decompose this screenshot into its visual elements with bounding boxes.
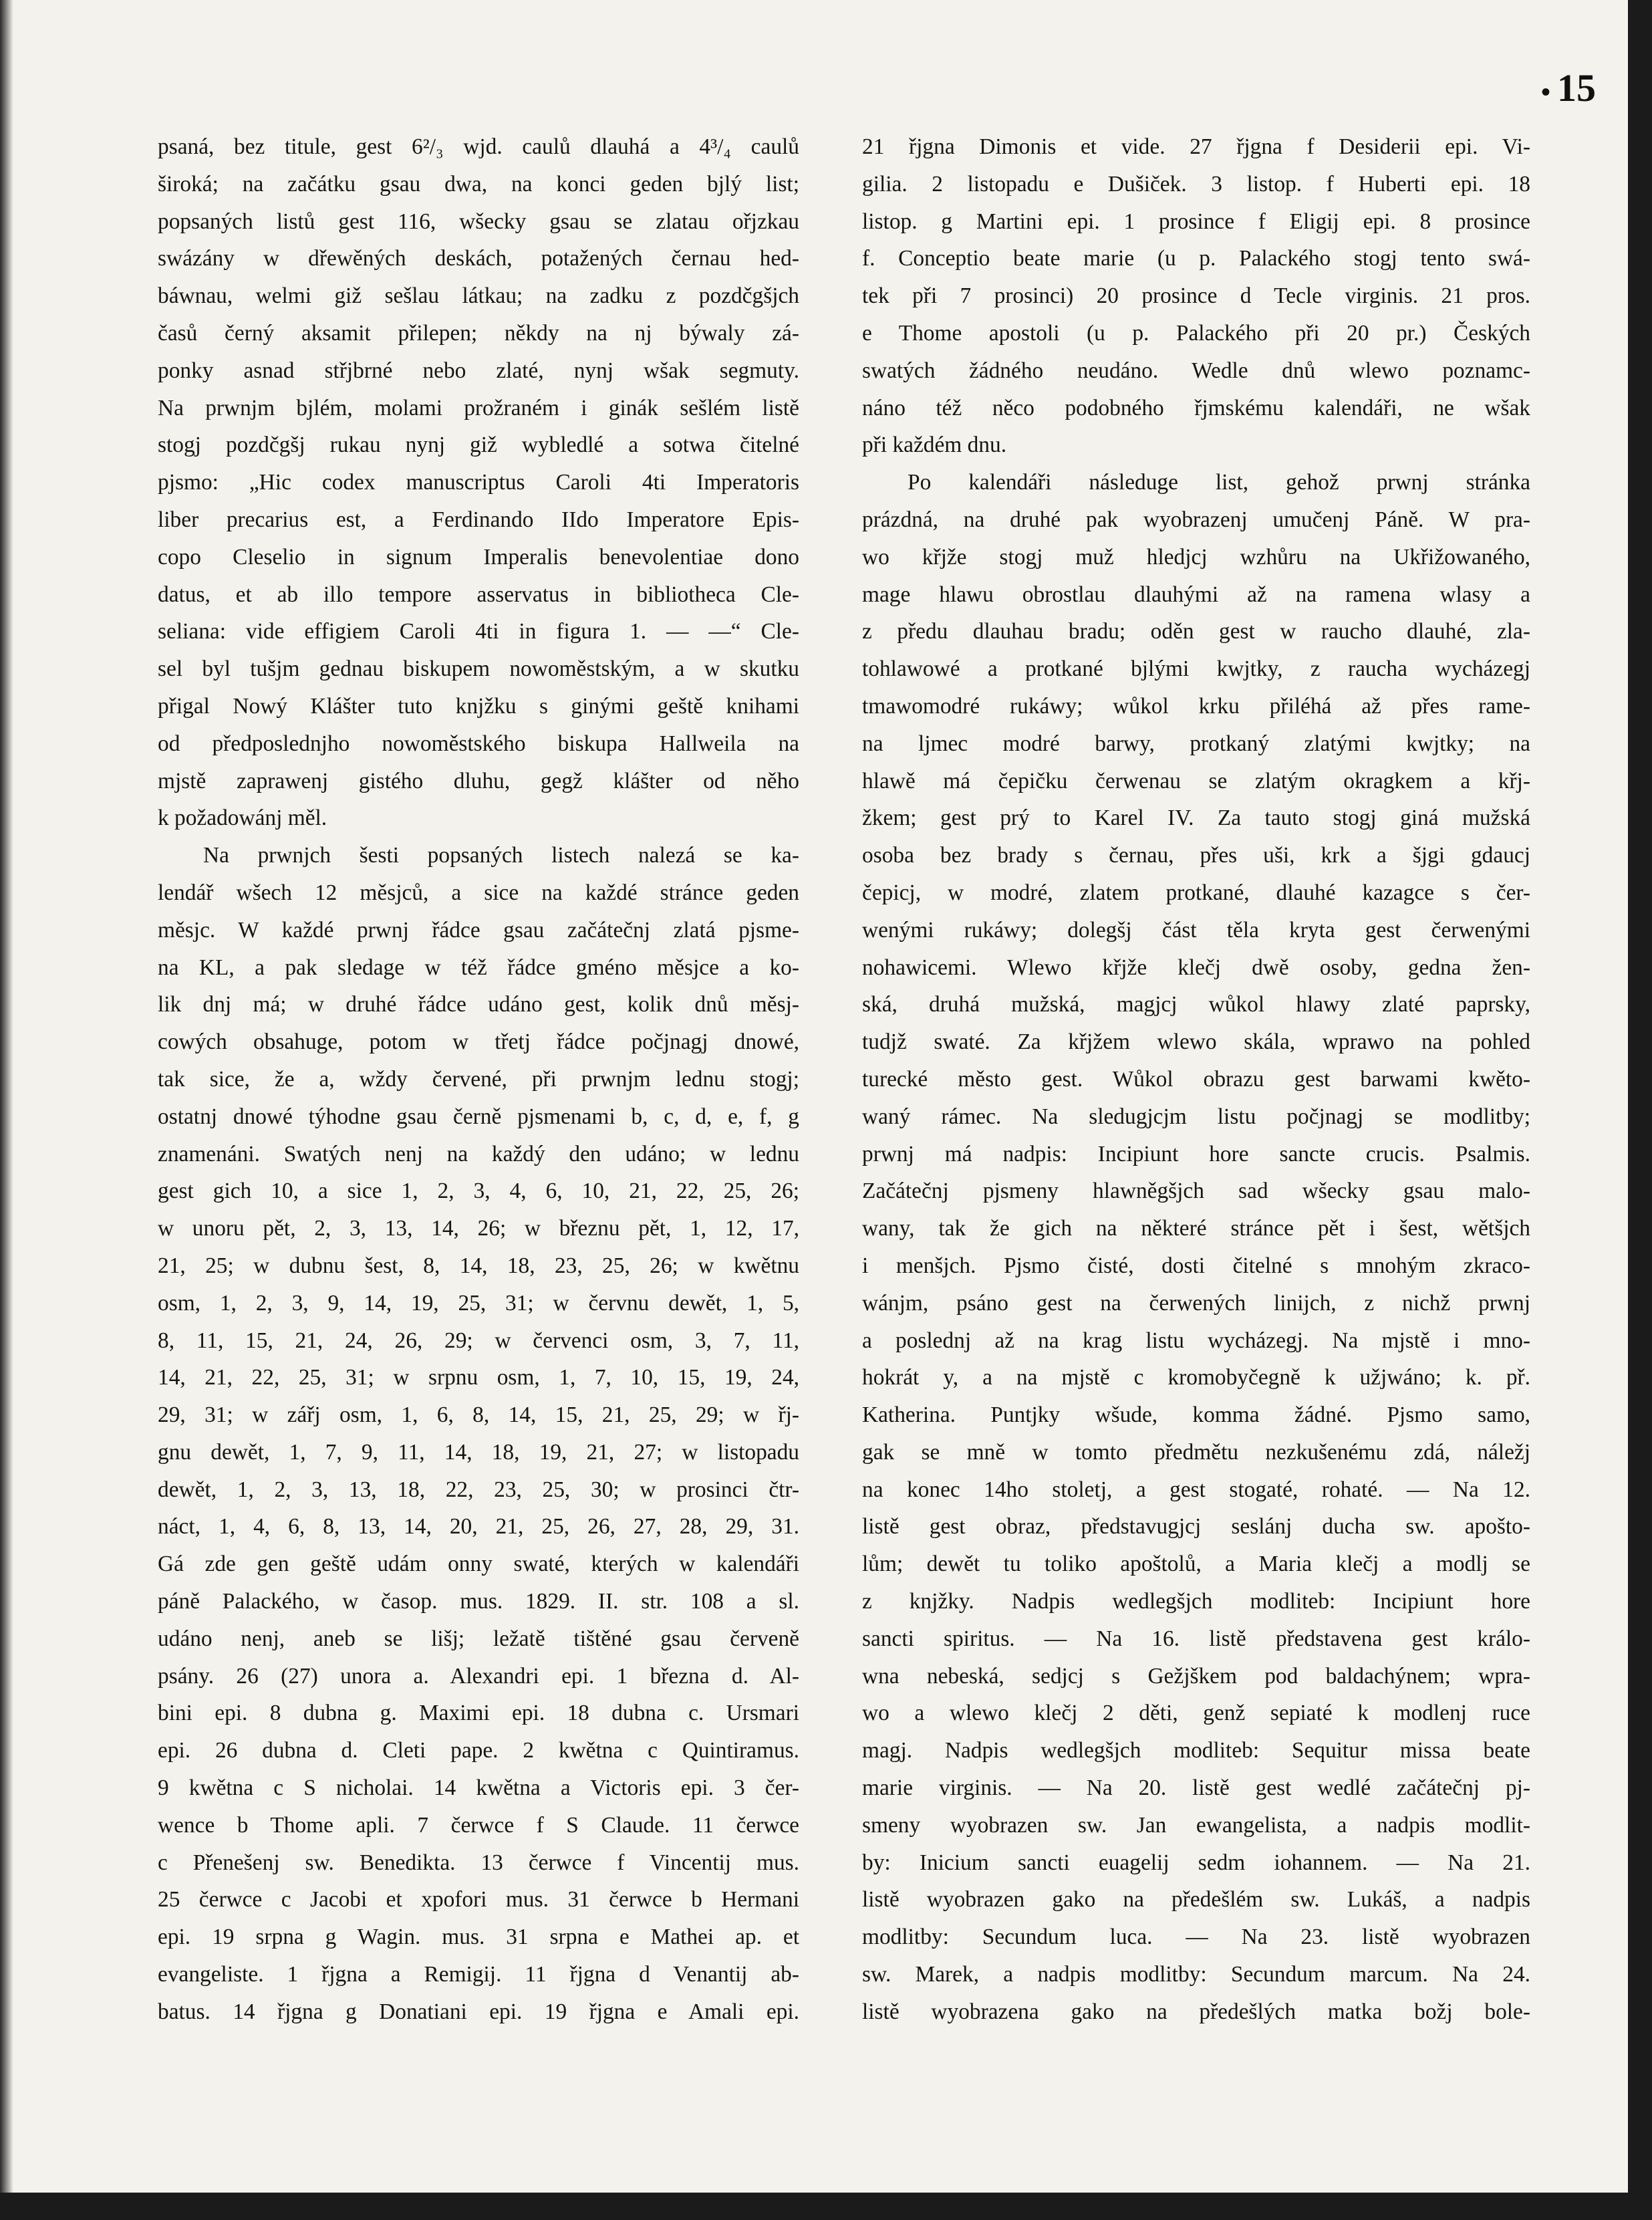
- text-line: nohawicemi. Wlewo křjže klečj dwě osoby, gedna žen-: [862, 955, 1530, 980]
- text-line: sw. Marek, a nadpis modlitby: Secundum marcum. Na 24.: [862, 1962, 1530, 1987]
- text-line: tudjž swaté. Za křjžem wlewo skála, wprawo na pohled: [862, 1029, 1530, 1055]
- text-line: cowých obsahuge, potom w třetj řádce počjnagj dnowé,: [158, 1029, 799, 1055]
- text-line: 8, 11, 15, 21, 24, 26, 29; w červenci osm, 3, 7, 11,: [158, 1328, 799, 1353]
- text-line: modlitby: Secundum luca. — Na 23. listě wyobrazen: [862, 1925, 1530, 1950]
- text-line: na ljmec modré barwy, protkaný zlatými kwjtky; na: [862, 731, 1530, 756]
- text-line: swatých žádného neudáno. Wedle dnů wlewo poznamc-: [862, 358, 1530, 383]
- text-line: sancti spiritus. — Na 16. listě představena gest králo-: [862, 1626, 1530, 1651]
- text-line: marie virginis. — Na 20. listě gest wedlé začátečnj pj-: [862, 1775, 1530, 1801]
- text-line: mjstě zaprawenj gistého dluhu, gegž klášter od něho: [158, 768, 799, 793]
- text-line: prázdná, na druhé pak wyobrazenj umučenj Páně. W pra-: [862, 507, 1530, 532]
- text-line: epi. 26 dubna d. Cleti pape. 2 kwětna c Quintiramus.: [158, 1738, 799, 1763]
- text-line: datus, et ab illo tempore asservatus in bibliotheca Cle-: [158, 582, 799, 607]
- text-line: listě wyobrazen gako na předešlém sw. Lukáš, a nadpis: [862, 1887, 1530, 1913]
- text-line: osm, 1, 2, 3, 9, 14, 19, 25, 31; w červnu dewět, 1, 5,: [158, 1290, 799, 1316]
- text-line: epi. 19 srpna g Wagin. mus. 31 srpna e Mathei ap. et: [158, 1925, 799, 1950]
- text-line: listě wyobrazena gako na předešlých matka božj bole-: [862, 1999, 1530, 2024]
- text-line: bini epi. 8 dubna g. Maximi epi. 18 dubna c. Ursmari: [158, 1701, 799, 1726]
- text-line: hlawě má čepičku čerwenau se zlatým okragkem a křj-: [862, 768, 1530, 793]
- text-line: z předu dlauhau bradu; oděn gest w raucho dlauhé, zla-: [862, 619, 1530, 644]
- text-line: tak sice, že a, wždy červené, při prwnjm lednu stogj;: [158, 1066, 799, 1092]
- text-line: měsjc. W každé prwnj řádce gsau začátečnj zlatá pjsme-: [158, 917, 799, 943]
- text-line: 21, 25; w dubnu šest, 8, 14, 18, 23, 25, 26; w kwětnu: [158, 1253, 799, 1278]
- text-line: evangeliste. 1 řjgna a Remigij. 11 řjgna d Venantij ab-: [158, 1962, 799, 1987]
- text-line: 14, 21, 22, 25, 31; w srpnu osm, 1, 7, 10, 15, 19, 24,: [158, 1365, 799, 1390]
- text-line: wenými rukáwy; dolegšj část těla kryta gest čerwenými: [862, 917, 1530, 943]
- text-line: Po kalendáři následuge list, gehož prwnj stránka: [908, 470, 1530, 495]
- text-line: ponky asnad střjbrné nebo zlaté, nynj wšak segmuty.: [158, 358, 799, 383]
- text-line: magj. Nadpis wedlegšjch modliteb: Sequitur missa beate: [862, 1738, 1530, 1763]
- text-line: liber precarius est, a Ferdinando IIdo Imperatore Epis-: [158, 507, 799, 532]
- text-line: žkem; gest prý to Karel IV. Za tauto stogj giná mužská: [862, 806, 1530, 831]
- text-line: wo a wlewo klečj 2 děti, genž sepiaté k modlenj ruce: [862, 1701, 1530, 1726]
- text-line: w unoru pět, 2, 3, 13, 14, 26; w březnu pět, 1, 12, 17,: [158, 1216, 799, 1241]
- text-line: wany, tak že gich na některé stránce pět i šest, wětšjch: [862, 1216, 1530, 1241]
- text-line: tohlawowé a protkané bjlými kwjtky, z raucha wycházegj: [862, 656, 1530, 682]
- text-line: batus. 14 řjgna g Donatiani epi. 19 řjgna e Amali epi.: [158, 1999, 799, 2024]
- text-line: od předposlednjho nowoměstského biskupa Hallweila na: [158, 731, 799, 756]
- text-line: 25 čerwce c Jacobi et xpofori mus. 31 čerwce b Hermani: [158, 1887, 799, 1913]
- text-line: seliana: vide effigiem Caroli 4ti in figura 1. — —“ Cle-: [158, 619, 799, 644]
- text-line: a poslednj až na krag listu wycházegj. Na mjstě i mno-: [862, 1328, 1530, 1353]
- text-line: báwnau, welmi giž sešlau látkau; na zadku z pozdčgšjch: [158, 283, 799, 309]
- text-line: wna nebeská, sedjcj s Gežjškem pod baldachýnem; wpra-: [862, 1663, 1530, 1689]
- text-line: listop. g Martini epi. 1 prosince f Eligij epi. 8 prosince: [862, 209, 1530, 234]
- text-line: smeny wyobrazen sw. Jan ewangelista, a nadpis modlit-: [862, 1812, 1530, 1838]
- text-line: psány. 26 (27) unora a. Alexandri epi. 1 března d. Al-: [158, 1663, 799, 1689]
- text-line: čepicj, w modré, zlatem protkané, dlauhé kazagce s čer-: [862, 880, 1530, 905]
- text-line: e Thome apostoli (u p. Palackého při 20 pr.) Českých: [862, 320, 1530, 346]
- text-line: listě gest obraz, představugjcj seslánj ducha sw. apošto-: [862, 1514, 1530, 1539]
- left-text-column: [158, 128, 799, 2031]
- page-number-dot: •: [1540, 77, 1550, 107]
- text-line: znamenáni. Swatých nenj na každý den udáno; w lednu: [158, 1141, 799, 1166]
- text-line: wence b Thome apli. 7 čerwce f S Claude. 11 čerwce: [158, 1812, 799, 1838]
- text-line: k požadowánj měl.: [158, 806, 327, 831]
- text-line: časů černý aksamit přilepen; někdy na nj býwaly zá-: [158, 320, 799, 346]
- text-line: přigal Nowý Klášter tuto knjžku s ginými geště knihami: [158, 693, 799, 719]
- text-line: lendář wšech 12 měsjců, a sice na každé stránce geden: [158, 880, 799, 905]
- text-line: 21 řjgna Dimonis et vide. 27 řjgna f Desiderii epi. Vi-: [862, 134, 1530, 159]
- text-line: Začátečnj pjsmeny hlawněgšjch sad wšecky gsau malo-: [862, 1179, 1530, 1204]
- text-line: Katherina. Puntjky wšude, komma žádné. Pjsmo samo,: [862, 1402, 1530, 1428]
- text-line: páně Palackého, w časop. mus. 1829. II. str. 108 a sl.: [158, 1589, 799, 1614]
- text-line: gest gich 10, a sice 1, 2, 3, 4, 6, 10, 21, 22, 25, 26;: [158, 1179, 799, 1204]
- text-line: f. Conceptio beate marie (u p. Palackého stogj tento swá-: [862, 246, 1530, 271]
- text-line: stogj pozdčgšj rukau nynj giž wybledlé a sotwa čitelné: [158, 433, 799, 458]
- text-line: gak se mně w tomto předmětu nezkušenému zdá, náležj: [862, 1439, 1530, 1465]
- text-line: 29, 31; w zářj osm, 1, 6, 8, 14, 15, 21, 25, 29; w řj-: [158, 1402, 799, 1428]
- text-line: ostatnj dnowé týhodne gsau černě pjsmenami b, c, d, e, f, g: [158, 1104, 799, 1129]
- page-number: [1462, 66, 1596, 110]
- text-line: swázány w dřewěných deskách, potažených černau hed-: [158, 246, 799, 271]
- text-line: při každém dnu.: [862, 433, 1007, 458]
- text-line: náct, 1, 4, 6, 8, 13, 14, 20, 21, 25, 26, 27, 28, 29, 31.: [158, 1514, 799, 1539]
- text-line: dewět, 1, 2, 3, 13, 18, 22, 23, 25, 30; w prosinci čtr-: [158, 1477, 799, 1502]
- text-line: c Přenešenj sw. Benedikta. 13 čerwce f Vincentij mus.: [158, 1850, 799, 1875]
- text-line: prwnj má nadpis: Incipiunt hore sancte crucis. Psalmis.: [862, 1141, 1530, 1166]
- text-line: wánjm, psáno gest na čerwených linijch, z nichž prwnj: [862, 1290, 1530, 1316]
- binding-gutter: [0, 0, 13, 2193]
- text-line: udáno nenj, aneb se lišj; ležatě tištěné gsau červeně: [158, 1626, 799, 1651]
- text-line: tmawomodré rukáwy; wůkol krku přiléhá až přes rame-: [862, 693, 1530, 719]
- text-line: Na prwnjch šesti popsaných listech nalezá se ka-: [203, 843, 799, 868]
- text-line: mage hlawu obrostlau dlauhými až na ramena wlasy a: [862, 582, 1530, 607]
- text-line: z knjžky. Nadpis wedlegšjch modliteb: Incipiunt hore: [862, 1589, 1530, 1614]
- right-text-column: [862, 128, 1530, 2031]
- text-line: psaná, bez titule, gest 6²/₃ wjd. caulů dlauhá a 4³/₄ caulů: [158, 134, 799, 159]
- text-line: popsaných listů gest 116, wšecky gsau se zlatau ořjzkau: [158, 209, 799, 234]
- text-line: 9 kwětna c S nicholai. 14 kwětna a Victoris epi. 3 čer-: [158, 1775, 799, 1801]
- text-line: široká; na začátku gsau dwa, na konci geden bjlý list;: [158, 171, 799, 197]
- text-line: turecké město gest. Wůkol obrazu gest barwami kwěto-: [862, 1066, 1530, 1092]
- text-line: pjsmo: „Hic codex manuscriptus Caroli 4ti Imperatoris: [158, 470, 799, 495]
- text-line: copo Cleselio in signum Imperalis benevolentiae dono: [158, 544, 799, 570]
- text-line: sel byl tušjm gednau biskupem nowoměstským, a w skutku: [158, 656, 799, 682]
- text-line: na konec 14ho stoletj, a gest stogaté, rohaté. — Na 12.: [862, 1477, 1530, 1502]
- text-line: ská, druhá mužská, magjcj wůkol hlawy zlaté paprsky,: [862, 992, 1530, 1017]
- text-line: lům; dewět tu toliko apoštolů, a Maria klečj a modlj se: [862, 1552, 1530, 1577]
- text-line: waný rámec. Na sledugjcjm listu počjnagj se modlitby;: [862, 1104, 1530, 1129]
- text-line: gnu dewět, 1, 7, 9, 11, 14, 18, 19, 21, 27; w listopadu: [158, 1439, 799, 1465]
- page-number-value: 15: [1557, 66, 1596, 110]
- text-line: náno též něco podobného řjmskému kalendáři, ne wšak: [862, 395, 1530, 420]
- text-line: wo křjže stogj muž hledjcj wzhůru na Ukřižowaného,: [862, 544, 1530, 570]
- text-line: Gá zde gen geště udám onny swaté, kterých w kalendáři: [158, 1552, 799, 1577]
- text-line: lik dnj má; w druhé řádce udáno gest, kolik dnů měsj-: [158, 992, 799, 1017]
- text-line: tek při 7 prosinci) 20 prosince d Tecle virginis. 21 pros.: [862, 283, 1530, 309]
- text-line: i menšjch. Pjsmo čisté, dosti čitelné s mnohým zkraco-: [862, 1253, 1530, 1278]
- text-line: osoba bez brady s černau, přes uši, krk a šjgi gdaucj: [862, 843, 1530, 868]
- text-line: Na prwnjm bjlém, molami prožraném i ginák sešlém listě: [158, 395, 799, 420]
- text-line: by: Inicium sancti euagelij sedm iohannem. — Na 21.: [862, 1850, 1530, 1875]
- text-line: hokrát y, a na mjstě c kromobyčegně k užjwáno; k. př.: [862, 1365, 1530, 1390]
- text-line: na KL, a pak sledage w též řádce gméno měsjce a ko-: [158, 955, 799, 980]
- text-line: gilia. 2 listopadu e Dušiček. 3 listop. f Huberti epi. 18: [862, 171, 1530, 197]
